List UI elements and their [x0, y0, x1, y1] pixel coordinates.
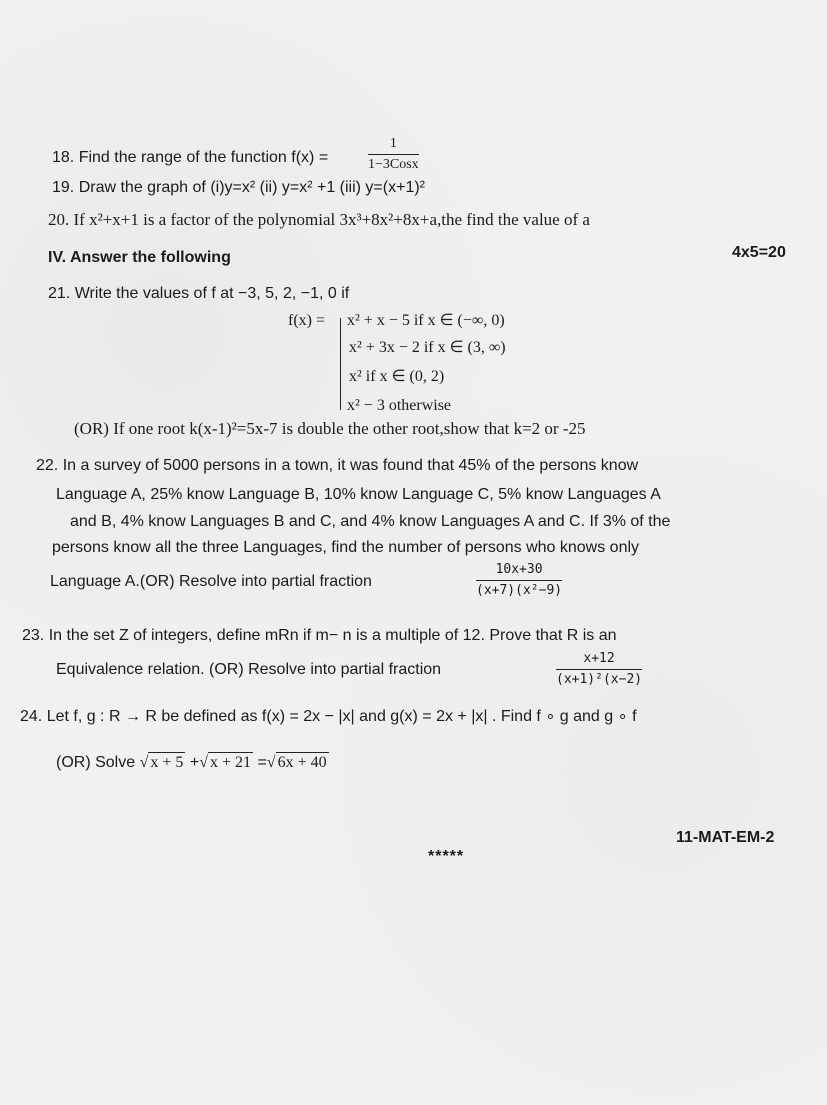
- question-21: 21. Write the values of f at −3, 5, 2, −1, 0 if: [48, 285, 350, 302]
- q24-radicand-3: 6x + 40: [277, 754, 327, 771]
- q18-fraction-numerator: 1: [368, 136, 419, 155]
- q24-or-line: [56, 752, 329, 773]
- q24-radicand-1: x + 5: [150, 754, 184, 771]
- q22-line-2: Language A, 25% know Language B, 10% know Language C, 5% know Languages A: [56, 486, 661, 503]
- section-title: IV. Answer the following: [48, 249, 231, 266]
- q24-equals: =: [257, 754, 267, 771]
- sqrt-symbol: √: [199, 754, 208, 771]
- q22-line-5: Language A.(OR) Resolve into partial fraction: [50, 573, 372, 590]
- section-marks: 4x5=20: [732, 244, 786, 261]
- q21-fx-label: f(x) =: [288, 312, 326, 329]
- q21-or-text: (OR) If one root k(x-1)²=5x-7 is double the other root,show that k=2 or -25: [74, 419, 586, 438]
- q22-fraction-denominator: (x+7)(x²−9): [476, 583, 563, 598]
- q22-line-1: 22. In a survey of 5000 persons in a town, it was found that 45% of the persons know: [36, 457, 639, 474]
- q23-fraction: [556, 651, 642, 688]
- end-stars: *****: [428, 848, 465, 865]
- q23-fraction-denominator: (x+1)²(x−2): [556, 672, 643, 687]
- q24-line-1: 24. Let f, g : R → R be defined as f(x) = 2x − |x| and g(x) = 2x + |x| . Find f ∘ g and g ∘ f: [20, 708, 637, 725]
- q21-case-4: x² − 3 otherwise: [347, 397, 452, 414]
- q21-case-2: x² + 3x − 2 if x ∈ (3, ∞): [349, 339, 506, 356]
- q18-fraction: [368, 136, 419, 173]
- question-19: 19. Draw the graph of (i)y=x² (ii) y=x² +1 (iii) y=(x+1)²: [52, 179, 425, 196]
- q24-plus: +: [189, 754, 200, 771]
- q23-line-1: 23. In the set Z of integers, define mRn if m− n is a multiple of 12. Prove that R is an: [22, 627, 617, 644]
- q22-line-3: and B, 4% know Languages B and C, and 4% know Languages A and C. If 3% of the: [70, 513, 671, 530]
- q24-radicand-2: x + 21: [209, 754, 251, 771]
- q24-or-prefix: (OR) Solve: [56, 754, 136, 771]
- q23-fraction-numerator: x+12: [556, 651, 642, 670]
- paper-code: 11-MAT-EM-2: [676, 829, 775, 846]
- sqrt-symbol: √: [266, 754, 276, 771]
- question-18: 18. Find the range of the function f(x) =: [52, 149, 329, 166]
- q22-fraction-numerator: 10x+30: [476, 562, 562, 581]
- q22-line-4: persons know all the three Languages, find the number of persons who knows only: [52, 539, 640, 556]
- q18-fraction-denominator: 1−3Cosx: [368, 157, 419, 172]
- sqrt-symbol: √: [139, 754, 149, 771]
- q21-case-1: x² + x − 5 if x ∈ (−∞, 0): [347, 312, 505, 329]
- q21-case-3: x² if x ∈ (0, 2): [349, 368, 445, 385]
- q23-line-2: Equivalence relation. (OR) Resolve into partial fraction: [56, 661, 442, 678]
- question-20: 20. If x²+x+1 is a factor of the polynomial 3x³+8x²+8x+a,the find the value of a: [48, 210, 590, 229]
- q22-fraction: [476, 562, 562, 599]
- q21-brace: [340, 318, 341, 410]
